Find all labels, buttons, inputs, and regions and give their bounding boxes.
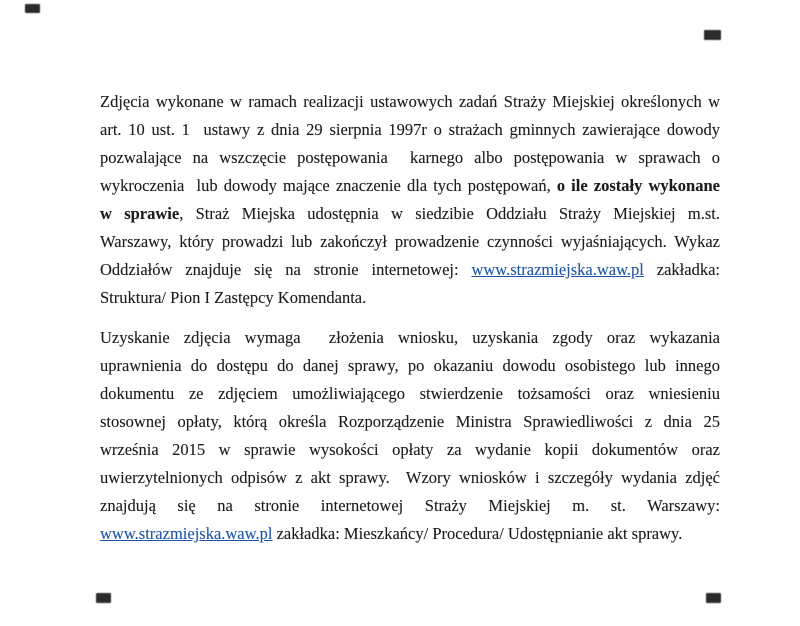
hyperlink[interactable]: www.strazmiejska.waw.pl (471, 260, 644, 279)
text-line (100, 352, 720, 380)
body-text: dokumentu ze zdjęciem umożliwiającego stwierdzenie tożsamości oraz wniesieniu (100, 384, 720, 403)
text-line (100, 144, 720, 172)
body-text: Oddziałów znajduje się na stronie internetowej: (100, 260, 472, 279)
body-text: Warszawy, który prowadzi lub zakończył prowadzenie czynności wyjaśniających. Wykaz (100, 232, 720, 251)
document-text (100, 88, 720, 548)
bold-text: o ile zostały wykonane (556, 176, 720, 195)
bold-text: w sprawie (100, 204, 180, 223)
text-line (100, 492, 720, 520)
body-text: , Straż Miejska udostępnia w siedzibie Oddziału Straży Miejskiej m.st. (179, 204, 721, 223)
text-line (100, 284, 720, 312)
text-line (100, 116, 720, 144)
body-text: września 2015 w sprawie wysokości opłaty za wydanie kopii dokumentów oraz (100, 440, 720, 459)
paragraph (100, 324, 720, 548)
body-text: wykroczenia lub dowody mające znaczenie dla tych postępowań, (100, 176, 557, 195)
text-line (100, 88, 720, 116)
body-text: uwierzytelnionych odpisów z akt sprawy. Wzory wniosków i szczegóły wydania zdjęć (100, 468, 720, 487)
text-line (100, 520, 720, 548)
body-text: art. 10 ust. 1 ustawy z dnia 29 sierpnia 1997r o strażach gminnych zawierające dowody (100, 120, 720, 139)
body-text: znajdują się na stronie internetowej Straży Miejskiej m. st. Warszawy: (100, 496, 720, 515)
text-line (100, 380, 720, 408)
body-text: Uzyskanie zdjęcia wymaga złożenia wniosku, uzyskania zgody oraz wykazania (100, 328, 720, 347)
body-text: stosownej opłaty, którą określa Rozporządzenie Ministra Sprawiedliwości z dnia 25 (100, 412, 720, 431)
paragraph (100, 88, 720, 312)
body-text: zakładka: (643, 260, 720, 279)
scan-artifact-mark (25, 4, 40, 13)
body-text: Zdjęcia wykonane w ramach realizacji ustawowych zadań Straży Miejskiej określonych w (100, 92, 720, 111)
body-text: zakładka: Mieszkańcy/ Procedura/ Udostępnianie akt sprawy. (272, 524, 683, 543)
body-text: pozwalające na wszczęcie postępowania karnego albo postępowania w sprawach o (100, 148, 720, 167)
text-line (100, 436, 720, 464)
text-line (100, 200, 720, 228)
text-line (100, 408, 720, 436)
text-line (100, 464, 720, 492)
text-line (100, 256, 720, 284)
scan-artifact-mark (704, 30, 721, 40)
scan-artifact-mark (706, 593, 721, 603)
text-line (100, 172, 720, 200)
body-text: Struktura/ Pion I Zastępcy Komendanta. (100, 288, 367, 307)
scan-artifact-mark (96, 593, 111, 603)
body-text: uprawnienia do dostępu do danej sprawy, po okazaniu dowodu osobistego lub innego (100, 356, 720, 375)
text-line (100, 228, 720, 256)
hyperlink[interactable]: www.strazmiejska.waw.pl (100, 524, 273, 543)
text-line (100, 324, 720, 352)
